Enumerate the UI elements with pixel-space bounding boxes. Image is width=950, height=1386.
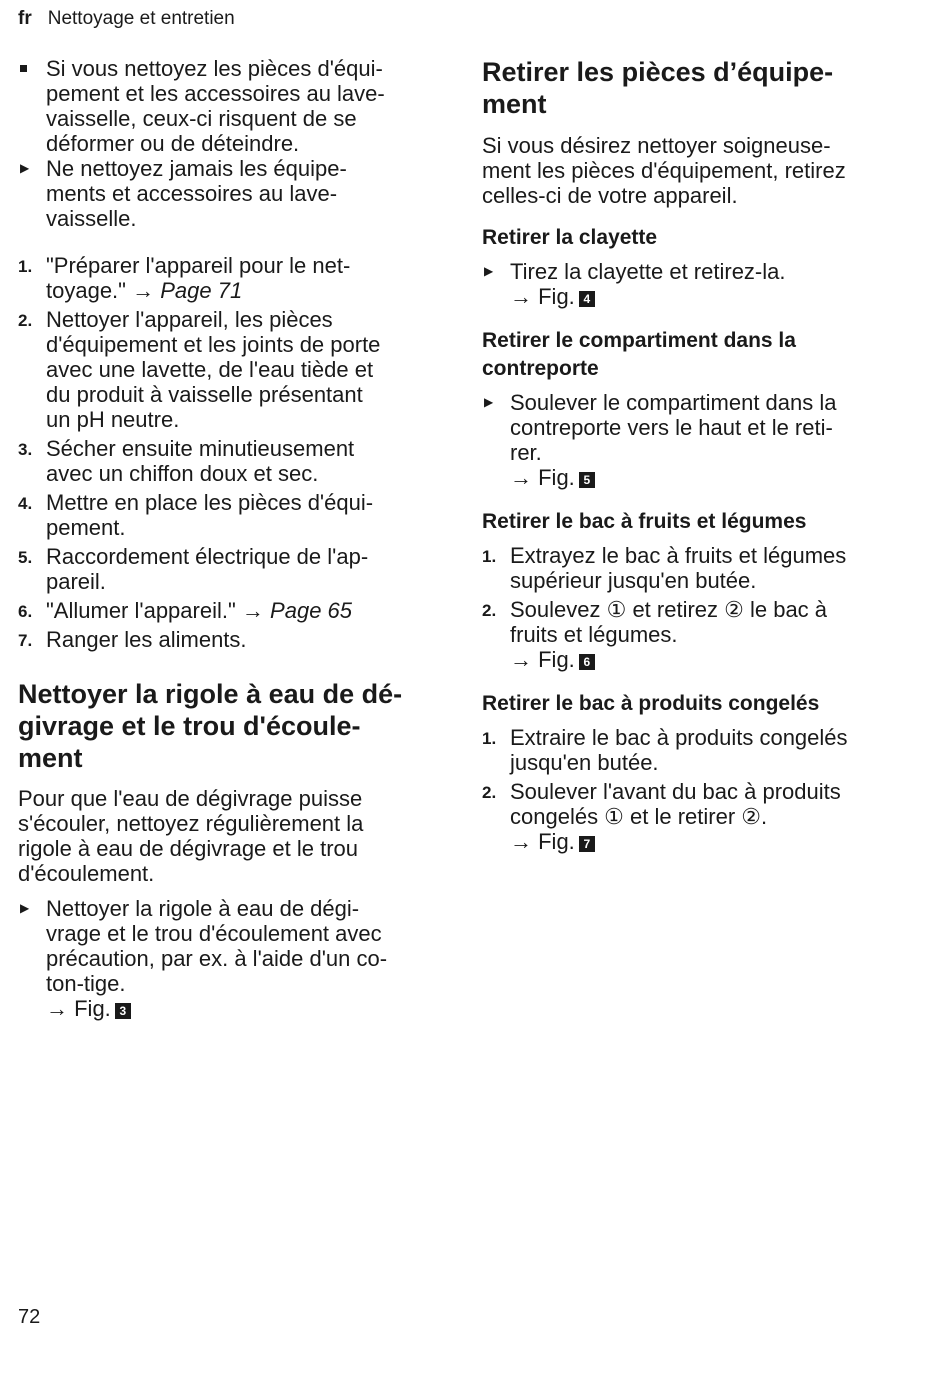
right-column: [482, 56, 912, 854]
step-text: Sécher ensuite minutieusement avec un chiffon doux et sec.: [46, 436, 355, 486]
compartiment-action-text: Soulever le compartiment dans la contreporte vers le haut et le reti- rer.: [510, 390, 837, 465]
step-6: 6. "Allumer l'appareil." → Page 65: [18, 598, 353, 623]
bac-fruits-steps: [482, 543, 912, 672]
step-2: 2. Nettoyer l'appareil, les pièces d'équipement et les joints de porte avec une lavette, de l'eau tiède et du produit à vaisselle présentant un pH neutre.: [18, 307, 381, 432]
action-arrow-icon: ▶: [484, 264, 494, 278]
warning-text: Si vous nettoyez les pièces d'équi- pement et les accessoires au lave- vaisselle, ceux-ci risquent de se déformer ou de déteindre.: [18, 56, 438, 156]
clayette-action-text: Tirez la clayette et retirez-la.: [510, 259, 786, 284]
step-1: 1. "Préparer l'appareil pour le net- toyage." → Page 71: [18, 253, 351, 303]
figure-number-badge: 3: [115, 1003, 131, 1019]
section-intro-rigole: Pour que l'eau de dégivrage puisse s'écouler, nettoyez régulièrement la rigole à eau de dégivrage et le trou d'écoulement.: [18, 786, 364, 886]
left-column: [18, 56, 438, 1021]
step-text: Soulever l'avant du bac à produits congelés ① et le retirer ②.: [510, 779, 841, 829]
step-text: Raccordement électrique de l'ap- pareil.: [46, 544, 369, 594]
warning-action: [18, 156, 438, 231]
subheading-compartiment: Retirer le compartiment dans la contreporte: [482, 329, 796, 380]
step-5: 5. Raccordement électrique de l'ap- pareil.: [18, 544, 369, 594]
compartiment-action: [482, 390, 912, 490]
step-text: Mettre en place les pièces d'équi- pement.: [46, 490, 374, 540]
step-2: 2. Soulever l'avant du bac à produits congelés ① et le retirer ②. → Fig. 7: [482, 779, 912, 854]
step-1: 1. Extrayez le bac à fruits et légumes supérieur jusqu'en butée.: [482, 543, 847, 593]
figure-reference[interactable]: → Fig. 4: [510, 284, 912, 309]
rigole-action-text: Nettoyer la rigole à eau de dégi- vrage et le trou d'écoulement avec précaution, par ex. à l'aide d'un co- ton-tige.: [46, 896, 388, 996]
step-text: Extrayez le bac à fruits et légumes supérieur jusqu'en butée.: [510, 543, 847, 593]
arrow-icon: →: [132, 278, 155, 303]
figure-reference[interactable]: → Fig. 3: [46, 996, 438, 1021]
step-3: 3. Sécher ensuite minutieusement avec un chiffon doux et sec.: [18, 436, 355, 486]
figure-number-badge: 6: [579, 654, 595, 670]
section-title: Nettoyage et entretien: [47, 8, 235, 29]
page-reference-link[interactable]: Page 71: [160, 278, 243, 303]
step-7: 7. Ranger les aliments.: [18, 627, 247, 652]
figure-number-badge: 4: [579, 291, 595, 307]
cleaning-steps: [18, 253, 438, 652]
bac-congeles-steps: [482, 725, 912, 854]
step-text: Ranger les aliments.: [46, 627, 247, 652]
page-number: 72: [18, 1306, 41, 1328]
warning-action-text: Ne nettoyez jamais les équipe- ments et accessoires au lave- vaisselle.: [46, 156, 347, 231]
step-1: 1. Extraire le bac à produits congelés jusqu'en butée.: [482, 725, 848, 775]
rigole-action: [18, 896, 438, 1021]
page-reference-link[interactable]: Page 65: [270, 598, 353, 623]
step-text: "Allumer l'appareil.": [46, 598, 236, 623]
section-intro-retirer: Si vous désirez nettoyer soigneuse- ment les pièces d'équipement, retirez celles-ci de votre appareil.: [482, 133, 846, 208]
step-text: Soulevez ① et retirez ② le bac à fruits et légumes.: [510, 597, 828, 647]
step-text: Nettoyer l'appareil, les pièces d'équipement et les joints de porte avec une lavette, de l'eau tiède et du produit à vaisselle présentant un pH neutre.: [46, 307, 381, 432]
section-heading-rigole: Nettoyer la rigole à eau de dé- givrage et le trou d'écoule- ment: [18, 679, 403, 773]
subheading-clayette: Retirer la clayette: [482, 226, 658, 249]
figure-reference[interactable]: → Fig. 6: [510, 647, 912, 672]
figure-reference[interactable]: → Fig. 7: [510, 829, 912, 854]
arrow-icon: →: [241, 598, 264, 623]
figure-number-badge: 7: [579, 836, 595, 852]
step-text: "Préparer l'appareil pour le net- toyage.": [46, 253, 351, 303]
section-heading-retirer: Retirer les pièces d’équipe- ment: [482, 57, 834, 119]
subheading-bac-fruits: Retirer le bac à fruits et légumes: [482, 510, 807, 533]
step-4: 4. Mettre en place les pièces d'équi- pement.: [18, 490, 374, 540]
action-arrow-icon: ▶: [20, 901, 30, 915]
language-code: fr: [18, 8, 32, 29]
figure-reference[interactable]: → Fig. 5: [510, 465, 912, 490]
subheading-bac-congeles: Retirer le bac à produits congelés: [482, 692, 820, 715]
action-arrow-icon: ▶: [20, 161, 30, 175]
figure-number-badge: 5: [579, 472, 595, 488]
action-arrow-icon: ▶: [484, 395, 494, 409]
clayette-action: [482, 259, 912, 309]
step-text: Extraire le bac à produits congelés jusqu'en butée.: [510, 725, 848, 775]
running-header: [18, 8, 235, 30]
step-2: 2. Soulevez ① et retirez ② le bac à fruits et légumes. → Fig. 6: [482, 597, 912, 672]
